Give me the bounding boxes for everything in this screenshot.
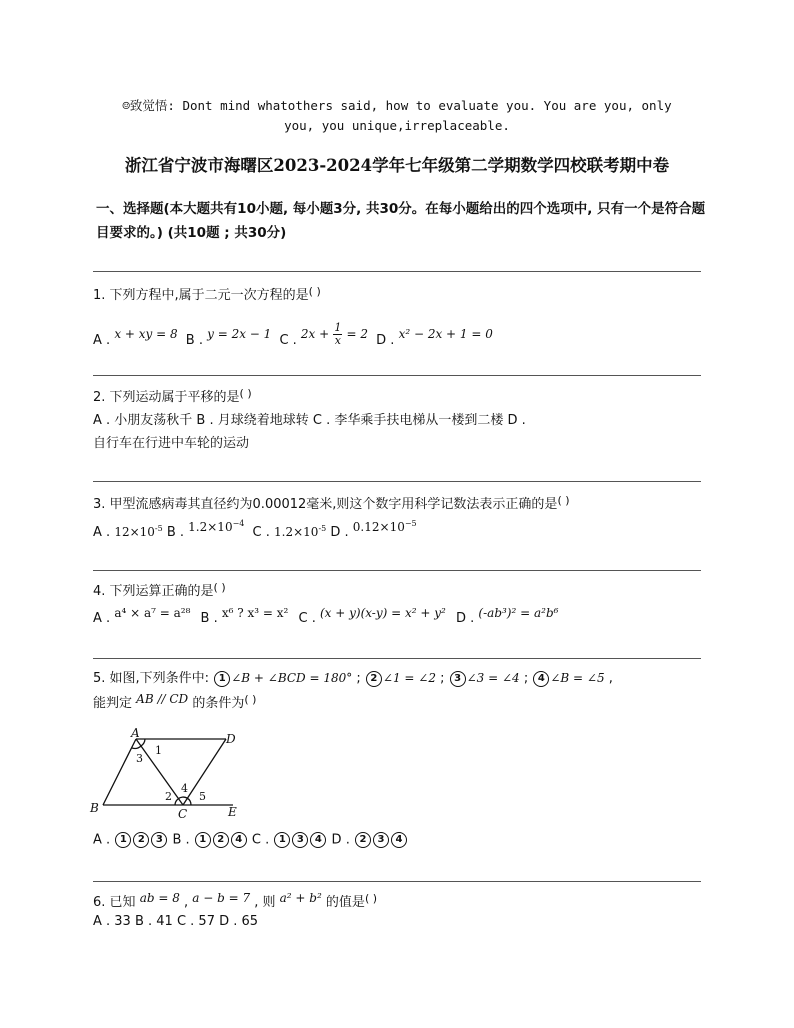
q5-separator: ; — [435, 671, 445, 686]
question-2-stem — [93, 386, 252, 405]
q5-condition-1: ∠B + ∠BCD = 180° — [231, 671, 353, 685]
q3-d-base: 0.12×10 — [352, 520, 405, 534]
q3-a-base: 12×10 — [114, 525, 155, 539]
q4-option-b-label: B . — [200, 611, 218, 626]
q3-b-exponent: −4 — [232, 519, 245, 528]
q1-option-c-fraction — [333, 322, 342, 347]
q3-option-b-label: B . — [166, 525, 185, 540]
q5-separator: , — [604, 671, 613, 686]
q5-line2-prefix: 能判定 — [93, 696, 133, 711]
circled-number: 3 — [292, 832, 308, 848]
q1-option-c — [301, 322, 368, 347]
label-E: E — [228, 805, 237, 819]
q5-paren: ( ) — [244, 693, 257, 706]
circled-number: 4 — [533, 671, 549, 687]
angle-arc-3 — [132, 746, 141, 748]
question-divider — [93, 481, 701, 482]
q3-paren: ( ) — [557, 494, 570, 507]
question-divider — [93, 881, 701, 882]
q3-option-a-label: A . — [93, 525, 111, 540]
circled-number: 2 — [133, 832, 149, 848]
q5-text: 5. 如图,下列条件中: — [93, 671, 210, 686]
circled-number: 1 — [274, 832, 290, 848]
q1-text: 1. 下列方程中,属于二元一次方程的是 — [93, 288, 309, 303]
q4-option-a: a⁴ × a⁷ = a²⁸ — [114, 606, 191, 620]
q6-math-2: a − b = 7 — [192, 891, 251, 905]
question-1-options — [93, 322, 513, 348]
question-divider — [93, 271, 701, 272]
q6-paren: ( ) — [364, 892, 378, 905]
q1-option-c-right: = 2 — [346, 327, 368, 341]
circled-number: 4 — [231, 832, 247, 848]
circled-number: 4 — [310, 832, 326, 848]
question-3-options — [93, 519, 417, 540]
angle-arc-2 — [175, 799, 178, 805]
q4-option-d: (-ab³)² = a²b⁶ — [478, 606, 559, 620]
q5-separator: ; — [519, 671, 529, 686]
q3-b-base: 1.2×10 — [188, 520, 233, 534]
question-5-stem-line-1 — [93, 667, 613, 687]
q1-option-c-label: C . — [279, 333, 297, 348]
question-6-stem — [93, 891, 377, 910]
q3-option-a — [114, 525, 162, 539]
label-B: B — [90, 801, 99, 815]
label-D: D — [226, 732, 236, 746]
q4-option-a-label: A . — [93, 611, 111, 626]
motto-line-1: ☺致觉悟: Dont mind whatothers said, how to evaluate you. You are you, only — [122, 98, 672, 113]
circled-number: 1 — [214, 671, 230, 687]
q5-condition-4: ∠B = ∠5 — [550, 671, 605, 685]
circled-number: 1 — [195, 832, 211, 848]
angle-arc-5 — [187, 798, 191, 805]
circled-number: 1 — [115, 832, 131, 848]
q5-line2-suffix: 的条件为 — [192, 696, 245, 711]
q6-text: 6. 已知 — [93, 895, 136, 910]
angle-arc-4 — [178, 797, 187, 799]
label-angle-5: 5 — [199, 790, 206, 803]
fraction-denominator: x — [334, 334, 341, 347]
label-angle-4: 4 — [181, 782, 188, 795]
q1-option-b-label: B . — [185, 333, 203, 348]
section-heading: 一、选择题(本大题共有10小题, 每小题3分, 共30分。在每小题给出的四个选项中, 只有一个是符合题目要求的。) (共10题 ; 共30分) — [96, 201, 706, 241]
question-divider — [93, 658, 701, 659]
circled-number: 3 — [373, 832, 389, 848]
question-divider — [93, 375, 701, 376]
q3-option-b — [188, 520, 244, 534]
parallelogram-figure — [88, 724, 258, 820]
q5-condition-2: ∠1 = ∠2 — [382, 671, 436, 685]
circled-number: 3 — [450, 671, 466, 687]
q5-line2-math: AB // CD — [136, 692, 189, 706]
q3-text: 3. 甲型流感病毒其直径约为0.00012毫米,则这个数字用科学记数法表示正确的是 — [93, 497, 558, 512]
question-3-stem — [93, 493, 570, 512]
q5-option-b-label: B . — [172, 832, 190, 848]
q1-option-c-left: 2x + — [300, 327, 330, 341]
q4-option-c-label: C . — [298, 611, 316, 626]
q5-option-a-label: A . — [93, 832, 111, 848]
q1-option-d: x² − 2x + 1 = 0 — [398, 327, 493, 341]
q1-option-b: y = 2x − 1 — [207, 327, 272, 341]
question-6-options: A . 33 B . 41 C . 57 D . 65 — [93, 914, 259, 929]
q6-math-1: ab = 8 — [139, 891, 180, 905]
q4-paren: ( ) — [213, 581, 226, 594]
q3-option-c-label: C . — [252, 525, 270, 540]
circled-number: 4 — [391, 832, 407, 848]
question-4-options — [93, 606, 558, 626]
q5-option-c-label: C . — [251, 832, 270, 848]
q2-paren: ( ) — [239, 387, 252, 400]
q6-middle-text: , 则 — [250, 895, 276, 910]
q1-option-a-label: A . — [93, 333, 111, 348]
question-2-options-line-2: 自行车在行进中车轮的运动 — [93, 436, 250, 451]
q3-a-exponent: -5 — [154, 524, 163, 533]
question-4-stem — [93, 580, 226, 599]
q6-separator: , — [179, 895, 189, 910]
q3-c-base: 1.2×10 — [274, 525, 319, 539]
motto-line-2: you, you unique,irreplaceable. — [284, 118, 510, 133]
question-1-stem — [93, 284, 321, 303]
circled-number: 2 — [213, 832, 229, 848]
q3-option-c — [274, 525, 326, 539]
question-5-options — [93, 832, 408, 848]
q4-text: 4. 下列运算正确的是 — [93, 584, 214, 599]
q1-paren: ( ) — [308, 285, 321, 298]
angle-arc-1 — [141, 739, 145, 746]
question-divider — [93, 570, 701, 571]
q6-suffix: 的值是 — [325, 895, 365, 910]
label-angle-3: 3 — [136, 752, 143, 765]
circled-number: 3 — [151, 832, 167, 848]
q1-option-d-label: D . — [376, 333, 395, 348]
circled-number: 2 — [366, 671, 382, 687]
label-C: C — [178, 807, 188, 820]
q3-option-d-label: D . — [330, 525, 349, 540]
q5-option-d-label: D . — [331, 832, 350, 848]
q5-separator: ; — [352, 671, 361, 686]
label-A: A — [131, 726, 140, 740]
q3-c-exponent: -5 — [318, 524, 327, 533]
label-angle-1: 1 — [155, 744, 162, 757]
exam-title: 浙江省宁波市海曙区2023-2024学年七年级第二学期数学四校联考期中卷 — [124, 156, 670, 175]
question-5-stem-line-2 — [93, 692, 256, 711]
q6-math-3: a² + b² — [279, 891, 322, 905]
circled-number: 2 — [355, 832, 371, 848]
q3-option-d — [353, 520, 417, 534]
q4-option-d-label: D . — [456, 611, 475, 626]
q2-text: 2. 下列运动属于平移的是 — [93, 390, 240, 405]
q4-option-b: x⁶ ? x³ = x² — [221, 606, 289, 620]
label-angle-2: 2 — [165, 790, 172, 803]
q5-condition-3: ∠3 = ∠4 — [466, 671, 520, 685]
fraction-numerator: 1 — [334, 321, 342, 334]
question-2-options-line-1: A . 小朋友荡秋千 B . 月球绕着地球转 C . 李华乘手扶电梯从一楼到二楼 D . — [93, 413, 526, 428]
q4-option-c: (x + y)(x-y) = x² + y² — [319, 606, 446, 620]
q3-d-exponent: −5 — [404, 519, 417, 528]
q1-option-a: x + xy = 8 — [114, 327, 178, 341]
line-AB — [103, 739, 136, 805]
